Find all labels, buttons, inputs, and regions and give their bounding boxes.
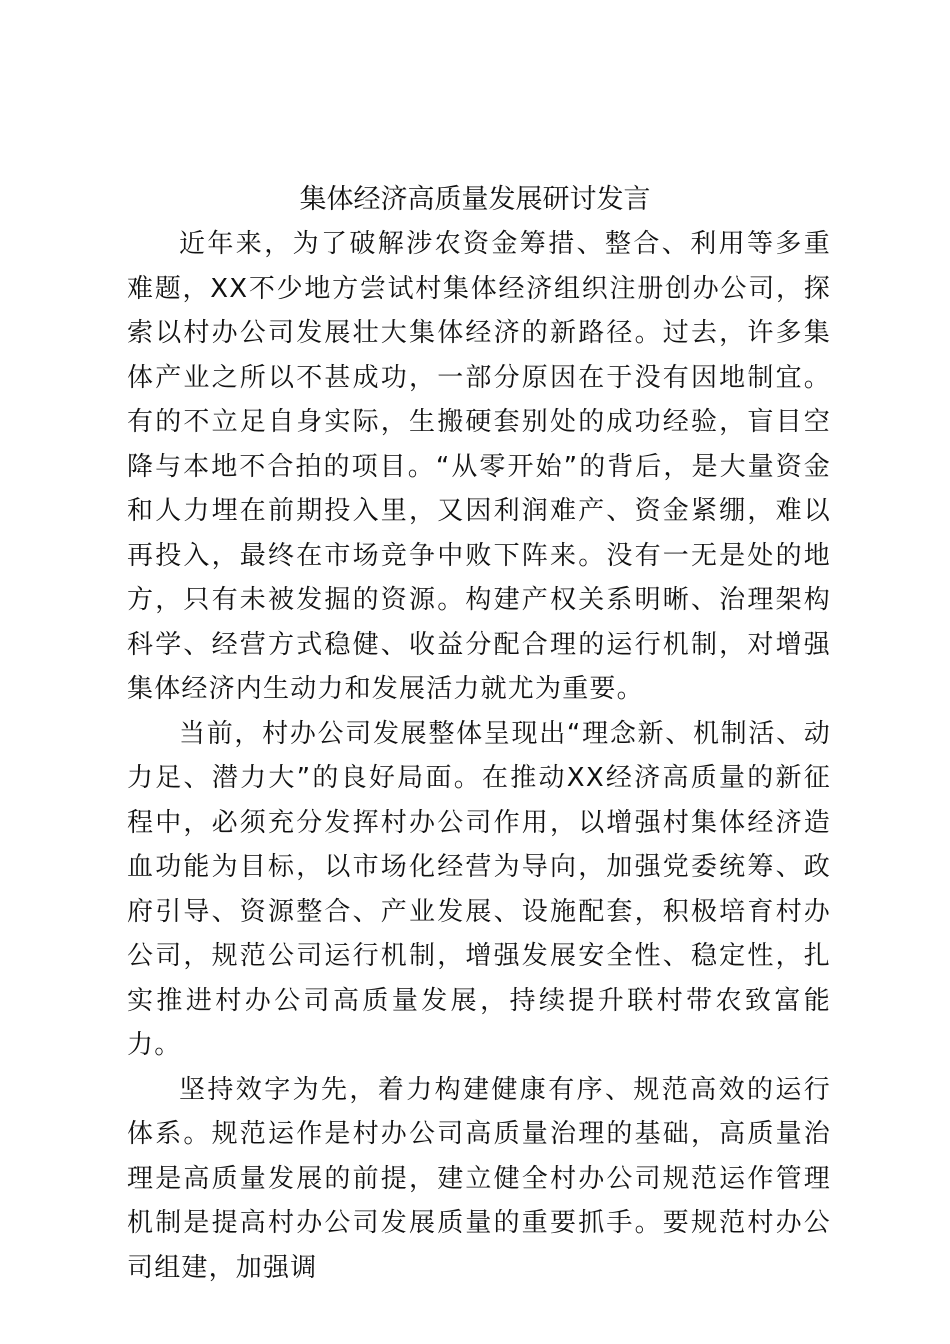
document-title: 集体经济高质量发展研讨发言 xyxy=(299,184,651,215)
paragraph-3: 坚持效字为先，着力构建健康有序、规范高效的运行体系。规范运作是村办公司高质量治理的基础，高质量治理是高质量发展的前提，建立健全村办公司规范运作管理机制是提高村办公司发展质量的重要抓手。要规范村办公司组建，加强调 xyxy=(127,1074,831,1283)
paragraph-2: 当前，村办公司发展整体呈现出“理念新、机制活、动力足、潜力大”的良好局面。在推动XX经济高质量的新征程中，必须充分发挥村办公司作用，以增强村集体经济造血功能为目标，以市场化经营为导向，加强党委统筹、政府引导、资源整合、产业发展、设施配套，积极培育村办公司，规范公司运行机制，增强发展安全性、稳定性，扎实推进村办公司高质量发展，持续提升联村带农致富能力。 xyxy=(127,718,831,1060)
paragraph-1: 近年来，为了破解涉农资金筹措、整合、利用等多重难题，XX不少地方尝试村集体经济组织注册创办公司，探索以村办公司发展壮大集体经济的新路径。过去，许多集体产业之所以不甚成功，一部分原因在于没有因地制宜。有的不立足自身实际，生搬硬套别处的成功经验，盲目空降与本地不合拍的项目。“从零开始”的背后，是大量资金和人力埋在前期投入里，又因利润难产、资金紧绷，难以再投入，最终在市场竞争中败下阵来。没有一无是处的地方，只有未被发掘的资源。构建产权关系明晰、治理架构科学、经营方式稳健、收益分配合理的运行机制，对增强集体经济内生动力和发展活力就尤为重要。 xyxy=(127,229,831,704)
document-body xyxy=(127,222,831,1290)
